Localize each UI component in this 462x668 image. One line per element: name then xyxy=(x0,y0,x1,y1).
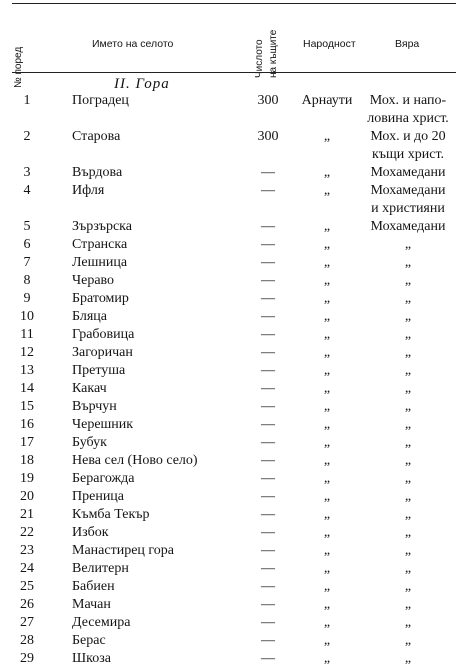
village-name: Поградец xyxy=(72,93,129,108)
religion-line: „ xyxy=(404,417,412,432)
religion-line: Мох. и напо- xyxy=(369,93,447,108)
religion xyxy=(360,398,456,416)
village-name: Шкоза xyxy=(72,651,111,666)
village-name: Десемира xyxy=(72,615,131,630)
religion-line: ловина христ. xyxy=(367,111,449,126)
religion xyxy=(360,272,456,290)
house-count: — xyxy=(261,237,275,252)
row-number: 29 xyxy=(20,651,34,666)
table-row xyxy=(0,452,462,470)
table-row xyxy=(0,470,462,488)
village-name: Върдова xyxy=(72,165,123,180)
header-village-name: Името на селото xyxy=(92,38,174,50)
nationality: „ xyxy=(323,255,331,270)
header-houses-line2: на къщите xyxy=(268,29,279,78)
house-count: — xyxy=(261,345,275,360)
nationality: „ xyxy=(323,561,331,576)
house-count: — xyxy=(261,453,275,468)
religion xyxy=(360,416,456,434)
table-row xyxy=(0,344,462,362)
row-number: 27 xyxy=(20,615,34,630)
religion xyxy=(360,254,456,272)
village-name: Загоричан xyxy=(72,345,133,360)
religion-line: „ xyxy=(404,291,412,306)
row-number: 28 xyxy=(20,633,34,648)
nationality: „ xyxy=(323,219,331,234)
village-name: Какач xyxy=(72,381,107,396)
religion-line: „ xyxy=(404,255,412,270)
header-religion: Вяра xyxy=(395,38,420,50)
religion-line: „ xyxy=(404,237,412,252)
house-count: — xyxy=(261,633,275,648)
religion-line: Мох. и до 20 xyxy=(370,129,446,144)
house-count: — xyxy=(261,309,275,324)
row-number: 19 xyxy=(20,471,34,486)
header-number: № поред xyxy=(13,46,24,88)
header-houses-line1: Числото xyxy=(254,39,265,78)
table-row xyxy=(0,398,462,416)
house-count: — xyxy=(261,291,275,306)
house-count: — xyxy=(261,255,275,270)
table-row xyxy=(0,434,462,452)
nationality: „ xyxy=(323,597,331,612)
table-row xyxy=(0,362,462,380)
row-number: 25 xyxy=(20,579,34,594)
religion xyxy=(360,596,456,614)
religion xyxy=(360,290,456,308)
religion xyxy=(360,344,456,362)
religion-line: „ xyxy=(404,579,412,594)
table-row xyxy=(0,290,462,308)
row-number: 12 xyxy=(20,345,34,360)
religion-line: „ xyxy=(404,471,412,486)
nationality: „ xyxy=(323,615,331,630)
religion-line: „ xyxy=(404,615,412,630)
row-number: 17 xyxy=(20,435,34,450)
religion-line: „ xyxy=(404,543,412,558)
village-name: Чераво xyxy=(72,273,115,288)
row-number: 14 xyxy=(20,381,34,396)
nationality: „ xyxy=(323,381,331,396)
house-count: — xyxy=(261,597,275,612)
table-row xyxy=(0,632,462,650)
table-row xyxy=(0,542,462,560)
row-number: 10 xyxy=(20,309,34,324)
table-row xyxy=(0,182,462,218)
table-row xyxy=(0,128,462,164)
table-row xyxy=(0,272,462,290)
village-name: Бубук xyxy=(72,435,107,450)
religion xyxy=(360,362,456,380)
row-number: 15 xyxy=(20,399,34,414)
village-name: Къмба Текър xyxy=(72,507,150,522)
village-name: Братомир xyxy=(72,291,129,306)
row-number: 9 xyxy=(23,291,31,306)
village-name: Манастирец гора xyxy=(72,543,175,558)
row-number: 4 xyxy=(23,183,31,198)
religion xyxy=(360,632,456,650)
table-row xyxy=(0,218,462,236)
village-name: Зързърска xyxy=(72,219,132,234)
nationality: „ xyxy=(323,633,331,648)
religion xyxy=(360,236,456,254)
village-name: Грабовица xyxy=(72,327,135,342)
house-count: — xyxy=(261,435,275,450)
religion-line: „ xyxy=(404,309,412,324)
table-row xyxy=(0,164,462,182)
religion xyxy=(360,128,456,164)
header-rule xyxy=(12,72,456,73)
religion-line: „ xyxy=(404,651,412,666)
nationality: „ xyxy=(323,543,331,558)
village-name: Берас xyxy=(72,633,106,648)
table-row xyxy=(0,92,462,128)
nationality: „ xyxy=(323,273,331,288)
table-row xyxy=(0,488,462,506)
nationality: „ xyxy=(323,435,331,450)
nationality: „ xyxy=(323,651,331,666)
row-number: 3 xyxy=(23,165,31,180)
religion-line: „ xyxy=(404,363,412,378)
house-count: — xyxy=(261,561,275,576)
village-name: Бляца xyxy=(72,309,107,324)
house-count: — xyxy=(261,183,275,198)
row-number: 8 xyxy=(23,273,31,288)
village-name: Черешник xyxy=(72,417,134,432)
nationality: „ xyxy=(323,345,331,360)
row-number: 20 xyxy=(20,489,34,504)
religion xyxy=(360,218,456,236)
house-count: — xyxy=(261,363,275,378)
top-rule xyxy=(12,3,456,4)
nationality: „ xyxy=(323,309,331,324)
row-number: 13 xyxy=(20,363,34,378)
village-name: Берагожда xyxy=(72,471,135,486)
religion xyxy=(360,164,456,182)
table-row xyxy=(0,308,462,326)
religion-line: „ xyxy=(404,273,412,288)
table-row xyxy=(0,416,462,434)
nationality: „ xyxy=(323,417,331,432)
village-name: Ифля xyxy=(72,183,105,198)
nationality: „ xyxy=(323,363,331,378)
village-name: Мачан xyxy=(72,597,111,612)
row-number: 1 xyxy=(23,93,31,108)
house-count: — xyxy=(261,381,275,396)
house-count: — xyxy=(261,615,275,630)
table-row xyxy=(0,614,462,632)
religion-line: „ xyxy=(404,525,412,540)
religion-line: „ xyxy=(404,399,412,414)
house-count: — xyxy=(261,219,275,234)
religion xyxy=(360,506,456,524)
village-name: Старова xyxy=(72,129,121,144)
house-count: — xyxy=(261,579,275,594)
religion-line: „ xyxy=(404,327,412,342)
table-row xyxy=(0,650,462,668)
house-count: — xyxy=(261,273,275,288)
religion-line: „ xyxy=(404,381,412,396)
row-number: 2 xyxy=(23,129,31,144)
village-name: Лешница xyxy=(72,255,128,270)
village-name: Бабиен xyxy=(72,579,115,594)
religion-line: къщи христ. xyxy=(371,147,445,162)
religion xyxy=(360,182,456,218)
religion-line: „ xyxy=(404,453,412,468)
nationality: Арнаути xyxy=(301,93,353,108)
religion xyxy=(360,380,456,398)
nationality: „ xyxy=(323,237,331,252)
nationality: „ xyxy=(323,291,331,306)
religion-line: „ xyxy=(404,489,412,504)
village-name: Избок xyxy=(72,525,109,540)
religion xyxy=(360,542,456,560)
nationality: „ xyxy=(323,579,331,594)
religion-line: Мохамедани xyxy=(370,219,446,234)
table-row xyxy=(0,254,462,272)
table-row xyxy=(0,506,462,524)
religion xyxy=(360,308,456,326)
nationality: „ xyxy=(323,165,331,180)
religion xyxy=(360,470,456,488)
house-count: — xyxy=(261,399,275,414)
religion-line: Мохамедани xyxy=(370,183,446,198)
religion-line: „ xyxy=(404,633,412,648)
house-count: — xyxy=(261,327,275,342)
row-number: 26 xyxy=(20,597,34,612)
table-row xyxy=(0,578,462,596)
religion-line: „ xyxy=(404,507,412,522)
table-row xyxy=(0,236,462,254)
section-title: II. Гора xyxy=(114,76,170,92)
religion xyxy=(360,326,456,344)
house-count: — xyxy=(261,507,275,522)
house-count: — xyxy=(261,489,275,504)
house-count: 300 xyxy=(257,129,279,144)
religion xyxy=(360,488,456,506)
village-name: Претуша xyxy=(72,363,126,378)
nationality: „ xyxy=(323,507,331,522)
religion-line: „ xyxy=(404,345,412,360)
nationality: „ xyxy=(323,327,331,342)
religion xyxy=(360,578,456,596)
row-number: 21 xyxy=(20,507,34,522)
nationality: „ xyxy=(323,129,331,144)
house-count: — xyxy=(261,543,275,558)
village-name: Странска xyxy=(72,237,128,252)
row-number: 6 xyxy=(23,237,31,252)
religion-line: „ xyxy=(404,597,412,612)
religion xyxy=(360,452,456,470)
row-number: 23 xyxy=(20,543,34,558)
religion xyxy=(360,434,456,452)
row-number: 16 xyxy=(20,417,34,432)
nationality: „ xyxy=(323,183,331,198)
nationality: „ xyxy=(323,453,331,468)
village-name: Върчун xyxy=(72,399,117,414)
village-table-body xyxy=(0,92,462,668)
house-count: — xyxy=(261,651,275,666)
table-row xyxy=(0,380,462,398)
house-count: — xyxy=(261,165,275,180)
header-nationality: Народност xyxy=(303,38,356,50)
village-name: Нева сел (Ново село) xyxy=(72,453,198,468)
religion-line: и християни xyxy=(371,201,445,216)
row-number: 7 xyxy=(23,255,31,270)
religion xyxy=(360,524,456,542)
row-number: 11 xyxy=(20,327,34,342)
table-row xyxy=(0,524,462,542)
religion xyxy=(360,650,456,668)
row-number: 5 xyxy=(23,219,31,234)
row-number: 22 xyxy=(20,525,34,540)
house-count: — xyxy=(261,471,275,486)
religion-line: „ xyxy=(404,561,412,576)
religion xyxy=(360,614,456,632)
religion xyxy=(360,92,456,128)
nationality: „ xyxy=(323,471,331,486)
religion-line: Мохамедани xyxy=(370,165,446,180)
village-name: Велитерн xyxy=(72,561,129,576)
village-name: Преница xyxy=(72,489,125,504)
table-row xyxy=(0,560,462,578)
table-row xyxy=(0,326,462,344)
house-count: 300 xyxy=(257,93,279,108)
religion-line: „ xyxy=(404,435,412,450)
nationality: „ xyxy=(323,399,331,414)
row-number: 24 xyxy=(20,561,34,576)
row-number: 18 xyxy=(20,453,34,468)
house-count: — xyxy=(261,417,275,432)
nationality: „ xyxy=(323,525,331,540)
table-row xyxy=(0,596,462,614)
religion xyxy=(360,560,456,578)
nationality: „ xyxy=(323,489,331,504)
house-count: — xyxy=(261,525,275,540)
